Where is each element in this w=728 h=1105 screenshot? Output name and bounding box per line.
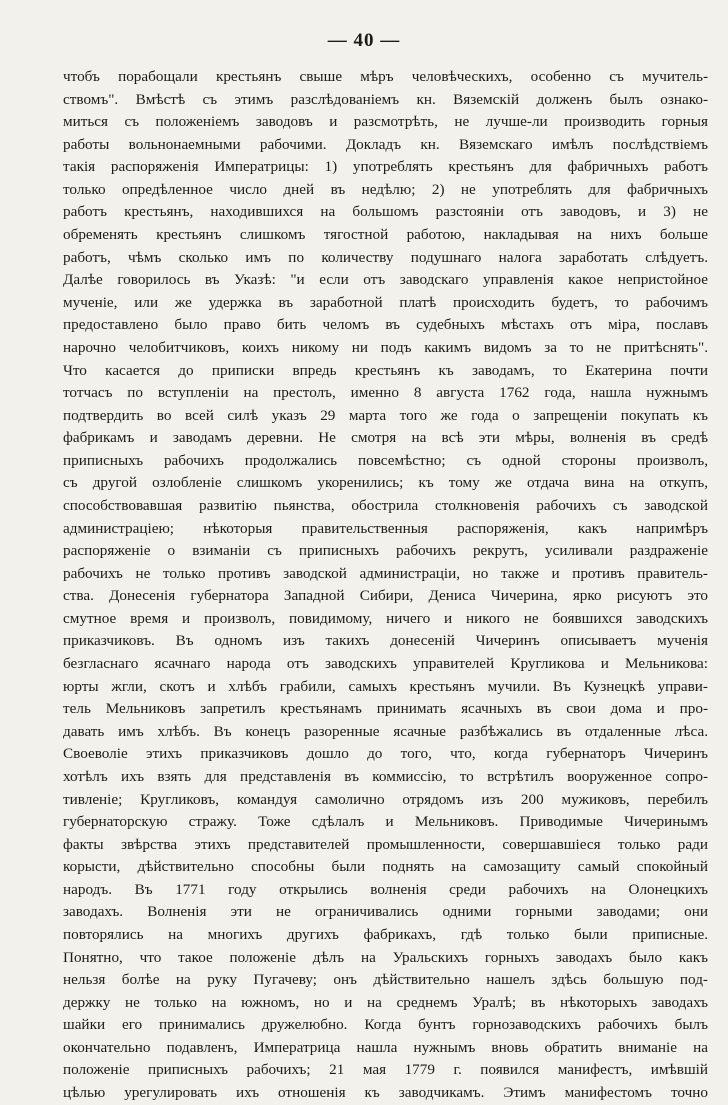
body-text xyxy=(63,66,708,1105)
text-line: только опредѣленное число дней въ недѣлю; 2) не употреблять для фабричныхъ xyxy=(63,180,708,198)
text-line: подтвердить во всей силѣ указъ 29 марта того же года о запрещеніи покупать къ xyxy=(63,406,708,424)
text-line: работы вольнонаемными рабочими. Докладъ кн. Вяземскаго имѣлъ послѣдствіемъ xyxy=(63,135,708,153)
text-line: предоставлено было право бить челомъ въ судебныхъ мѣстахъ отъ міра, пославъ xyxy=(63,316,708,334)
text-line: работъ, чѣмъ сколько имъ по количеству подушнаго налога заработать слѣдуетъ. xyxy=(63,248,708,266)
text-line: фабрикамъ и заводамъ деревни. Не смотря на всѣ эти мѣры, волненія въ средѣ xyxy=(63,429,708,447)
text-line: Далѣе говорилось въ Указѣ: "и если отъ заводскаго управленія какое непристойное xyxy=(63,271,708,289)
text-line: ствомъ". Вмѣстѣ съ этимъ разслѣдованіемъ кн. Вяземскій долженъ былъ ознако- xyxy=(63,90,708,108)
text-line: ства. Донесенія губернатора Западной Сибири, Дениса Чичерина, ярко рисуютъ это xyxy=(63,587,708,605)
page-number: — 40 — xyxy=(327,30,401,51)
text-line: администраціею; нѣкоторыя правительственныя распоряженія, какъ напримѣръ xyxy=(63,519,708,537)
text-line: работъ крестьянъ, находившихся на большомъ разстояніи отъ заводовъ, и 3) не xyxy=(63,203,708,221)
text-line: Что касается до приписки впредь крестьянъ къ заводамъ, то Екатерина почти xyxy=(63,361,708,379)
text-line: юрты жгли, скотъ и хлѣбъ грабили, самыхъ крестьянъ мучили. Въ Кузнецкѣ управи- xyxy=(63,677,708,695)
text-line: безгласнаго ясачнаго народа отъ заводскихъ управителей Кругликова и Мельникова: xyxy=(63,655,708,673)
text-line: окончательно подавленъ, Императрица нашла нужнымъ вновь обратить вниманіе на xyxy=(63,1038,708,1056)
text-line: нельзя болѣе на руку Пугачеву; онъ дѣйствительно нашелъ здѣсь большую под- xyxy=(63,971,708,989)
text-line: цѣлью урегулировать ихъ отношенія къ заводчикамъ. Этимъ манифестомъ точно xyxy=(63,1084,708,1102)
text-line: мученіе, или же удержка въ заработной платѣ происходить будетъ, то рабочимъ xyxy=(63,293,708,311)
text-line: чтобъ порабощали крестьянъ свыше мѣръ человѣческихъ, особенно съ мучитель- xyxy=(63,68,708,85)
text-line: народъ. Въ 1771 году открылись волненія среди рабочихъ на Олонецкихъ xyxy=(63,880,708,898)
text-line: способствовавшая развитію пьянства, обострила столкновенія рабочихъ съ заводской xyxy=(63,496,708,514)
text-line: шайки его принимались дружелюбно. Когда бунтъ горнозаводскихъ рабочихъ былъ xyxy=(63,1016,708,1034)
text-line: приписныхъ рабочихъ продолжались повсемѣстно; съ одной стороны произволъ, xyxy=(63,451,708,469)
text-line: корысти, дѣйствительно способны были поднять на самозащиту самый спокойный xyxy=(63,858,708,876)
text-line: повторялись на многихъ другихъ фабрикахъ, гдѣ только были приписные. xyxy=(63,925,708,943)
text-line: нарочно челобитчиковъ, коихъ никому ни подъ какимъ видомъ за то не притѣснять". xyxy=(63,338,708,356)
text-line: давать имъ хлѣбъ. Въ конецъ разоренные ясачные разбѣжались въ отдаленные лѣса. xyxy=(63,722,708,740)
text-line: заводахъ. Волненія эти не ограничивались одними горными заводами; они xyxy=(63,903,708,921)
text-line: тотчасъ по вступленіи на престолъ, именно 8 августа 1762 года, нашла нужнымъ xyxy=(63,384,708,402)
text-line: хотѣлъ ихъ взять для представленія въ коммиссію, то встрѣтилъ вооруженное сопро- xyxy=(63,767,708,785)
text-line: распоряженіе о взиманіи съ приписныхъ рабочихъ рекрутъ, усиливали раздраженіе xyxy=(63,542,708,560)
text-line: факты звѣрства этихъ представителей промышленности, совершавшіеся только ради xyxy=(63,835,708,853)
text-line: Своеволіе этихъ приказчиковъ дошло до того, что, когда губернаторъ Чичеринъ xyxy=(63,745,708,763)
text-line: обременять крестьянъ слишкомъ тягостной работою, накладывая на нихъ больше xyxy=(63,226,708,244)
text-line: Понятно, что такое положеніе дѣлъ на Уральскихъ горныхъ заводахъ было какъ xyxy=(63,948,708,966)
text-line: такія распоряженія Императрицы: 1) употреблять крестьянъ для фабричныхъ работъ xyxy=(63,158,708,176)
text-line: положеніе приписныхъ рабочихъ; 21 мая 1779 г. появился манифестъ, имѣвшій xyxy=(63,1061,708,1079)
text-line: тивленіе; Кругликовъ, командуя самолично отрядомъ изъ 200 мужиковъ, перебилъ xyxy=(63,790,708,808)
text-line: тель Мельниковъ запретилъ крестьянамъ принимать ясачныхъ въ свои дома и про- xyxy=(63,700,708,718)
text-line: смутное время и произволъ, повидимому, ничего и никого не боявшихся заводскихъ xyxy=(63,609,708,627)
text-line: губернаторскую стражу. Тоже сдѣлалъ и Мельниковъ. Приводимые Чичеринымъ xyxy=(63,813,708,831)
text-line: съ другой озлобленіе слишкомъ укоренились; къ тому же отдача вина на откупъ, xyxy=(63,474,708,492)
text-line: держку не только на южномъ, но и на среднемъ Уралѣ; въ нѣкоторыхъ заводахъ xyxy=(63,993,708,1011)
text-line: миться съ положеніемъ заводовъ и разсмотрѣть, не лучше-ли производить горныя xyxy=(63,113,708,131)
text-line: рабочихъ не только противъ заводской администраціи, но также и противъ правитель- xyxy=(63,564,708,582)
text-line: приказчиковъ. Въ одномъ изъ такихъ донесеній Чичеринъ описываетъ мученія xyxy=(63,632,708,650)
